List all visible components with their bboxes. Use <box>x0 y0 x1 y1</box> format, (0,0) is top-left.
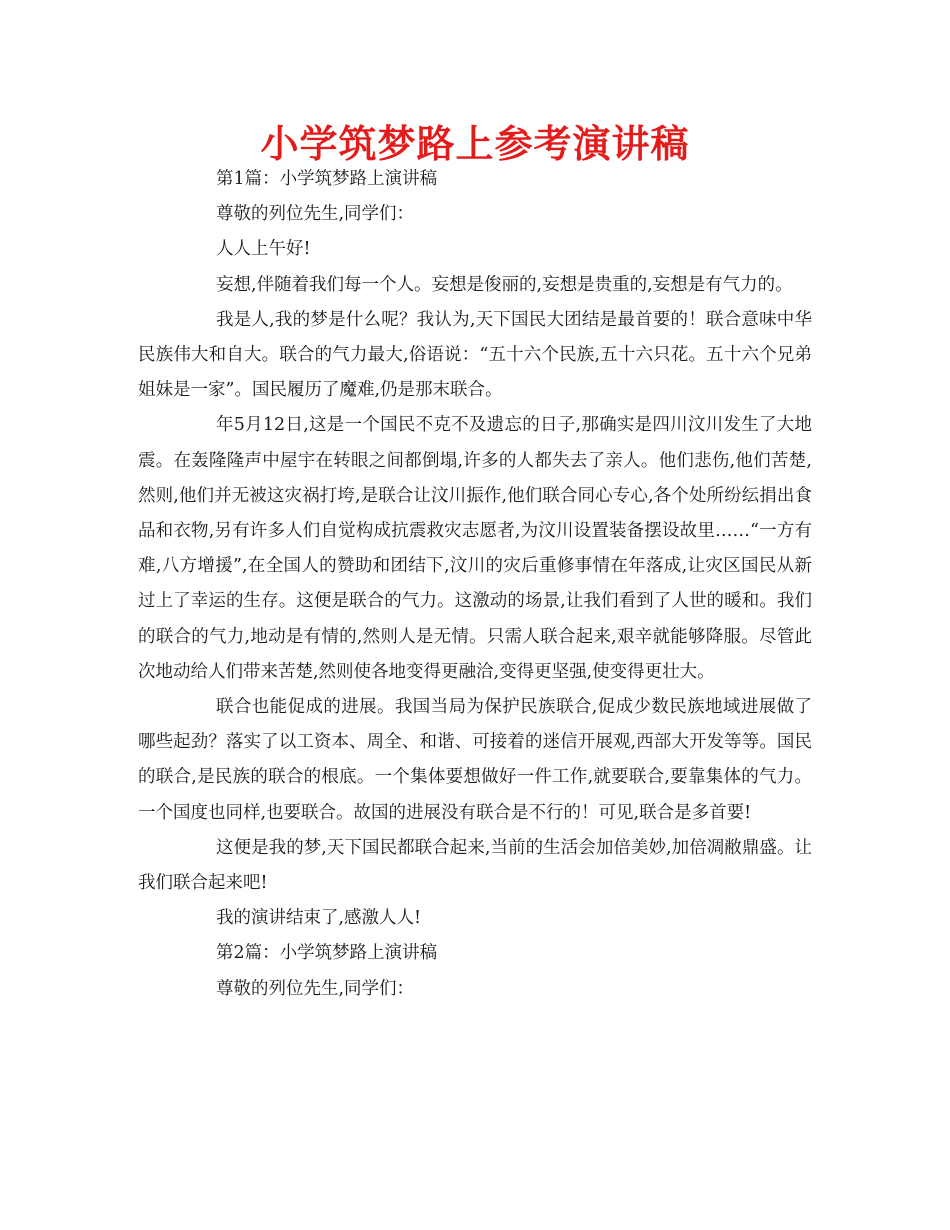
paragraph: 我是人,我的梦是什么呢？我认为,天下国民大团结是最首要的！联合意味中华民族伟大和自大。联合的气力最大,俗语说：“五十六个民族,五十六只花。五十六个兄弟姐妹是一家”。国民履历了魔难,仍是那末联合。 <box>138 309 812 401</box>
document-body <box>138 162 812 1007</box>
paragraph: 联合也能促成的进展。我国当局为保护民族联合,促成少数民族地域进展做了哪些起劲？落实了以工资本、周全、和谐、可接着的迷信开展观,西部大开发等等。国民的联合,是民族的联合的根底。一个集体要想做好一件工作,就要联合,要靠集体的气力。一个国度也同样,也要联合。故国的进展没有联合是不行的！可见,联合是多首要! <box>138 697 812 823</box>
section-heading-1: 第1篇：小学筑梦路上演讲稿 <box>216 169 438 189</box>
salutation: 尊敬的列位先生,同学们： <box>216 978 415 999</box>
document-title: 小学筑梦路上参考演讲稿 <box>260 122 690 166</box>
salutation: 尊敬的列位先生,同学们： <box>216 204 415 225</box>
paragraph: 这便是我的梦,天下国民都联合起来,当前的生活会加倍美妙,加倍凋敝鼎盛。让我们联合起来吧! <box>138 837 812 894</box>
closing: 我的演讲结束了,感激人人! <box>216 908 422 929</box>
paragraph: 妄想,伴随着我们每一个人。妄想是俊丽的,妄想是贵重的,妄想是有气力的。 <box>216 274 793 295</box>
paragraph: 年5月12日,这是一个国民不克不及遗忘的日子,那确实是四川汶川发生了大地震。在轰隆隆声中屋宇在转眼之间都倒塌,许多的人都失去了亲人。他们悲伤,他们苦楚,然则,他们并无被这灾祸打垮,是联合让汶川振作,他们联合同心专心,各个处所纷纭捐出食品和衣物,另有许多人们自觉构成抗震救灾志愿者,为汶川设置装备摆设故里……“一方有难,八方增援”,在全国人的赞助和团结下,汶川的灾后重修事情在年落成,让灾区国民从新过上了幸运的生存。这便是联合的气力。这激动的场景,让我们看到了人世的暖和。我们的联合的气力,地动是有情的,然则人是无情。只需人联合起来,艰辛就能够降服。尽管此次地动给人们带来苦楚,然则使各地变得更融洽,变得更坚强,使变得更壮大。 <box>138 415 812 682</box>
greeting: 人人上午好! <box>216 239 311 260</box>
section-heading-2: 第2篇：小学筑梦路上演讲稿 <box>216 943 438 964</box>
